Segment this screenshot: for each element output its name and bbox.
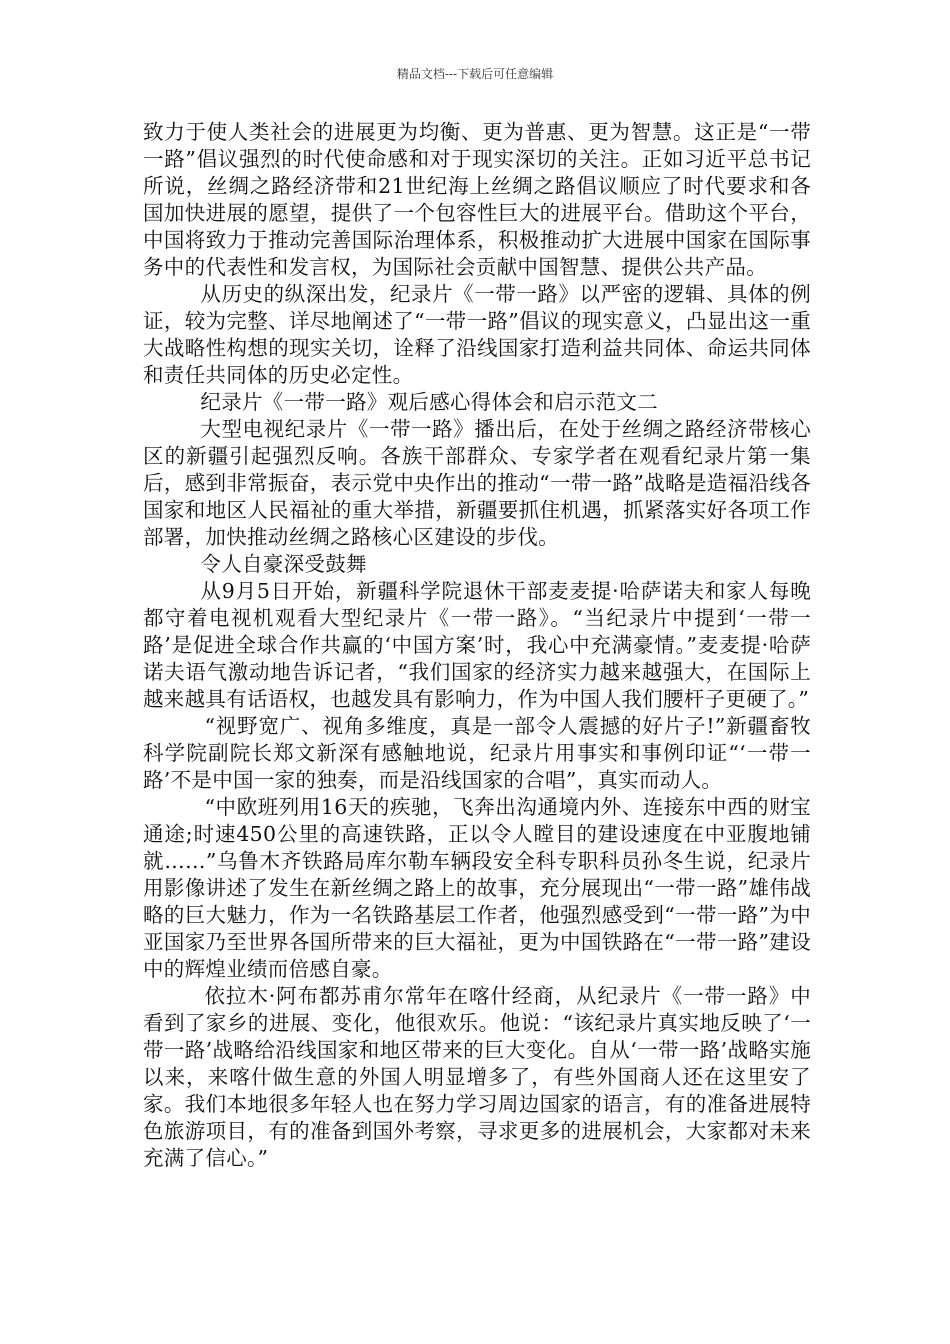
paragraph-sundongsheng: “中欧班列用16天的疾驰，飞奔出沟通境内外、连接东中西的财宝通途;时速450公里的高速铁路，正以令人瞠目的建设速度在中亚腹地铺就……”乌鲁木齐铁路局库尔勒车辆段安全科专职科员孙冬生说，纪录片用影像讲述了发生在新丝绸之路上的故事，充分展现出“一带一路”雄伟战略的巨大魅力，作为一名铁路基层工作者，他强烈感受到“一带一路”为中亚国家乃至世界各国所带来的巨大福祉，更为中国铁路在“一带一路”建设中的辉煌业绩而倍感自豪。 <box>143 795 811 981</box>
paragraph-xinjiang-reaction: 大型电视纪录片《一带一路》播出后，在处于丝绸之路经济带核心区的新疆引起强烈反响。各族干部群众、专家学者在观看纪录片第一集后，感到非常振奋，表示党中央作出的推动“一带一路”战略是造福沿线各国家和地区人民福祉的重大举措，新疆要抓住机遇，抓紧落实好各项工作部署，加快推动丝绸之路核心区建设的步伐。 <box>143 417 811 549</box>
paragraph-yilamu: 依拉木·阿布都苏甫尔常年在喀什经商，从纪录片《一带一路》中看到了家乡的进展、变化，他很欢乐。他说：“该纪录片真实地反映了‘一带一路’战略给沿线国家和地区带来的巨大变化。自从‘一带一路’战略实施以来，来喀什做生意的外国人明显增多了，有些外国商人还在这里安了家。我们本地很多年轻人也在努力学习周边国家的语言，有的准备进展特色旅游项目，有的准备到国外考察，寻求更多的进展机会，大家都对未来充满了信心。” <box>143 984 811 1170</box>
page-header: 精品文档---下载后可任意编辑 <box>396 67 554 81</box>
paragraph-continuation: 致力于使人类社会的进展更为均衡、更为普惠、更为智慧。这正是“一带一路”倡议强烈的时代使命感和对于现实深切的关注。正如习近平总书记所说，丝绸之路经济带和21世纪海上丝绸之路倡议顺应了时代要求和各国加快进展的愿望，提供了一个包容性巨大的进展平台。借助这个平台，中国将致力于推动完善国际治理体系，积极推动扩大进展中国家在国际事务中的代表性和发言权，为国际社会贡献中国智慧、提供公共产品。 <box>143 120 811 279</box>
paragraph-zhengwenxin: “视野宽广、视角多维度，真是一部令人震撼的好片子!”新疆畜牧科学院副院长郑文新深有感触地说，纪录片用事实和事例印证“‘一带一路’不是中国一家的独奏，而是沿线国家的合唱”，真实而动人。 <box>143 714 811 792</box>
document-body <box>143 119 811 1172</box>
paragraph-maimaiti: 从9月5日开始，新疆科学院退休干部麦麦提·哈萨诺夫和家人每晚都守着电视机观看大型纪录片《一带一路》。“当纪录片中提到‘一带一路’是促进全球合作共赢的‘中国方案’时，我心中充满豪情。”麦麦提·哈萨诺夫语气激动地告诉记者，“我们国家的经济实力越来越强大，在国际上越来越具有话语权，也越发具有影响力，作为中国人我们腰杆子更硬了。” <box>143 579 811 711</box>
subheading: 令人自豪深受鼓舞 <box>200 552 367 576</box>
paragraph-history: 从历史的纵深出发，纪录片《一带一路》以严密的逻辑、具体的例证，较为完整、详尽地阐述了“一带一路”倡议的现实意义，凸显出这一重大战略性构想的现实关切，诠释了沿线国家打造利益共同体、命运共同体和责任共同体的历史必定性。 <box>143 282 811 387</box>
section-heading: 纪录片《一带一路》观后感心得体会和启示范文二 <box>200 390 658 414</box>
